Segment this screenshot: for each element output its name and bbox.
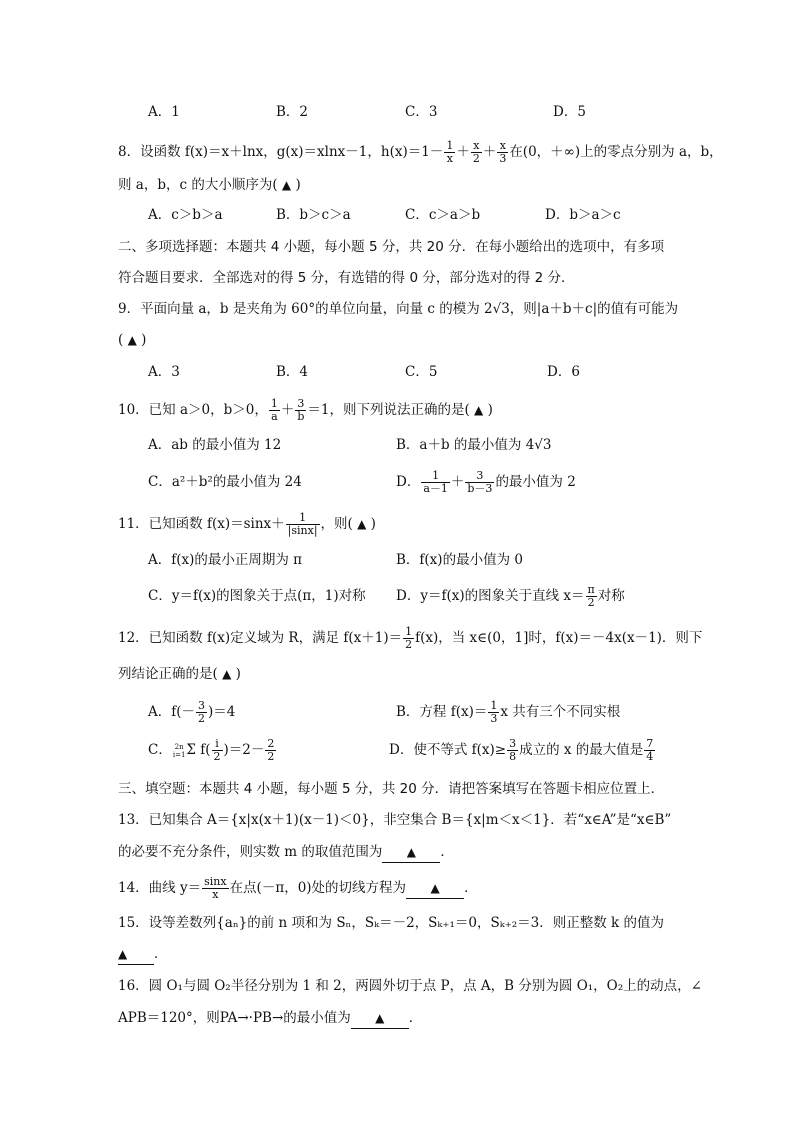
q8-plus-2: ＋ — [482, 144, 497, 160]
q12-optd-f-num: 3 — [509, 737, 517, 750]
q12-optd-text-b: 成立的 x 的最大值是 — [519, 742, 644, 758]
q12-opta-text-b: )＝4 — [208, 704, 236, 720]
q14-text-b: 在点(－π，0)处的切线方程为 — [229, 880, 407, 896]
q8-fraction-3 — [497, 140, 508, 165]
q10-f1-den: a — [271, 410, 278, 423]
q12-optc-text: )＝2－ — [223, 742, 265, 758]
q12-option-d — [389, 738, 656, 763]
q11-option-c: C．y＝f(x)的图象关于点(π，1)对称 — [148, 588, 366, 604]
q12-stem-line1 — [118, 626, 702, 651]
q8-frac3-den: 3 — [499, 152, 507, 165]
q12-close-paren: ) — [235, 666, 241, 682]
q8-text-b: 在(0，＋∞)上的零点分别为 a，b， — [509, 144, 723, 160]
q14-period: ． — [464, 880, 478, 896]
q10-optd-f2-den: b－3 — [467, 482, 493, 495]
q10-f1-num: 1 — [270, 397, 278, 410]
q12-optc-fraction-1 — [212, 738, 223, 763]
answer-marker: ▲ — [118, 947, 128, 961]
q9-open-paren: ( — [118, 332, 124, 348]
q10-stem — [118, 398, 493, 423]
q15-stem-line1: 15．设等差数列{aₙ}的前 n 项和为 Sₙ，Sₖ＝－2，Sₖ₊₁＝0，Sₖ₊₂＝3．则正整数 k 的值为 — [118, 915, 665, 931]
q10-plus: ＋ — [280, 402, 295, 418]
q15-stem-line2 — [118, 944, 168, 965]
q16-answer-blank — [351, 1008, 409, 1029]
q12-optc-f-num: i — [212, 738, 223, 751]
q11-option-d — [396, 584, 625, 609]
q13-stem-line2 — [118, 842, 454, 863]
q10-optd-text: 的最小值为 2 — [495, 474, 576, 490]
q14-answer-blank — [406, 878, 464, 899]
q11-option-a: A．f(x)的最小正周期为 π — [148, 552, 303, 568]
q10-text-a: 10．已知 a＞0，b＞0， — [118, 402, 268, 418]
q12-optd-f2-num: 7 — [646, 737, 654, 750]
q12-opta-fraction — [196, 700, 207, 725]
section-2-instructions-line2: 符合题目要求．全部选对的得 5 分，有选错的得 0 分，部分选对的得 2 分． — [118, 270, 575, 286]
q12-optc-sum: Σ f( — [186, 742, 211, 758]
q12-option-a — [148, 700, 235, 725]
q8-fraction-1 — [444, 140, 455, 165]
q7-option-c: C．3 — [405, 104, 438, 120]
q12-optd-f2-den: 4 — [646, 750, 654, 763]
answer-marker: ▲ — [222, 667, 232, 681]
q11-text-b: ，则( — [320, 516, 353, 532]
q9-close-paren: ) — [141, 332, 147, 348]
answer-marker: ▲ — [357, 517, 367, 531]
q12-optc-f2-den: 2 — [267, 750, 275, 763]
q9-stem-line2 — [118, 330, 146, 350]
q14-stem — [118, 876, 478, 901]
q12-opta-f-num: 3 — [198, 699, 206, 712]
q11-text-a: 11．已知函数 f(x)＝sinx＋ — [118, 516, 285, 532]
q11-f-den: |sinx| — [287, 524, 318, 537]
q14-f-den: x — [212, 888, 219, 901]
q16-stem-line1: 16．圆 O₁与圆 O₂半径分别为 1 和 2，两圆外切于点 P，点 A，B 分别为圆 O₁，O₂上的动点，∠ — [118, 978, 702, 994]
q12-f-num: 1 — [405, 625, 413, 638]
q11-optd-f-num: π — [587, 583, 595, 596]
q12-optc-sum-limits — [173, 743, 186, 759]
q8-frac3-num: x — [497, 140, 508, 153]
q12-text-b: f(x)，当 x∈(0，1]时，f(x)＝－4x(x－1)．则下 — [415, 630, 703, 646]
q7-option-a: A．1 — [148, 104, 180, 120]
q8-text-d: ) — [295, 177, 301, 193]
q11-f-num: 1 — [286, 512, 320, 525]
q12-optd-f-den: 8 — [509, 750, 517, 763]
section-3-instructions: 三、填空题：本题共 4 小题，每小题 5 分，共 20 分．请把答案填写在答题卡相应位置上． — [118, 781, 665, 797]
q15-answer-blank — [118, 944, 154, 965]
q10-optd-f2-num: 3 — [465, 470, 494, 483]
q12-optc-fraction-2 — [265, 738, 276, 763]
q7-option-b: B．2 — [276, 104, 309, 120]
answer-marker: ▲ — [375, 1011, 385, 1025]
q12-optb-text-b: x 共有三个不同实根 — [500, 704, 621, 720]
q9-option-a: A．3 — [148, 364, 180, 380]
q8-text-a: 8．设函数 f(x)＝x＋lnx，g(x)＝xlnx－1，h(x)＝1－ — [118, 144, 444, 160]
q8-option-d: D．b＞a＞c — [545, 207, 621, 223]
q12-stem-line2 — [118, 664, 241, 684]
q10-optd-f1-num: 1 — [421, 470, 450, 483]
q8-stem-line2 — [118, 175, 301, 195]
q14-text-a: 14．曲线 y＝ — [118, 880, 202, 896]
q12-opta-text-a: A．f(－ — [148, 704, 196, 720]
q12-option-b — [396, 700, 620, 725]
q10-fraction-2 — [295, 398, 306, 423]
q8-plus-1: ＋ — [456, 144, 470, 160]
q10-option-c: C．a²＋b²的最小值为 24 — [148, 474, 302, 490]
q10-text-b: ＝1，则下列说法正确的是( — [307, 402, 470, 418]
q12-opta-f-den: 2 — [198, 712, 206, 725]
q12-optc-f2-num: 2 — [267, 737, 275, 750]
q11-option-b: B．f(x)的最小值为 0 — [396, 552, 523, 568]
answer-marker: ▲ — [406, 845, 416, 859]
q12-optc-f-den: 2 — [213, 750, 221, 763]
q10-optd-label: D． — [396, 474, 421, 490]
q10-option-b: B．a＋b 的最小值为 4√3 — [396, 437, 552, 453]
q8-option-b: B．b＞c＞a — [276, 207, 351, 223]
q11-close-paren: ) — [370, 516, 376, 532]
q8-frac2-den: 2 — [472, 152, 480, 165]
q16-period: ． — [408, 1010, 423, 1026]
q12-optb-f-den: 3 — [490, 712, 498, 725]
q10-optd-fraction-1 — [421, 470, 450, 495]
q11-optd-fraction — [586, 584, 597, 609]
q10-optd-plus: ＋ — [450, 474, 465, 490]
q12-f-den: 2 — [405, 638, 413, 651]
q12-option-c — [148, 738, 277, 763]
q13-answer-blank — [382, 842, 440, 863]
q8-stem-line1 — [118, 140, 723, 165]
q11-optd-text-a: D．y＝f(x)的图象关于直线 x＝ — [396, 588, 585, 604]
q9-option-d: D．6 — [547, 364, 580, 380]
q16-text: APB＝120°，则PA→·PB→的最小值为 — [118, 1010, 351, 1026]
q8-option-c: C．c＞a＞b — [405, 207, 481, 223]
q11-optd-text-b: 对称 — [597, 588, 625, 604]
q9-stem-line1: 9．平面向量 a，b 是夹角为 60°的单位向量，向量 c 的模为 2√3，则|a＋b＋c|的值有可能为 — [118, 301, 679, 317]
q8-fraction-2 — [471, 140, 482, 165]
q13-text: 的必要不充分条件，则实数 m 的取值范围为 — [118, 844, 383, 860]
q10-optd-fraction-2 — [465, 470, 494, 495]
answer-marker: ▲ — [281, 178, 292, 192]
q12-optd-fraction-2 — [644, 738, 655, 763]
q12-optd-fraction-1 — [507, 738, 518, 763]
q12-optb-text-a: B．方程 f(x)＝ — [396, 704, 488, 720]
q10-option-a: A．ab 的最小值为 12 — [148, 437, 282, 453]
q8-option-a: A．c＞b＞a — [148, 207, 223, 223]
q11-optd-f-den: 2 — [587, 596, 595, 609]
q14-fraction — [202, 876, 228, 901]
q10-close-paren: ) — [487, 402, 493, 418]
q12-optc-sum-top: 2n — [174, 742, 184, 751]
q12-optc-label: C． — [148, 742, 172, 758]
q12-optd-text-a: D．使不等式 f(x)≥ — [389, 742, 507, 758]
q12-text-c: 列结论正确的是( — [118, 666, 218, 682]
section-2-instructions-line1: 二、多项选择题：本题共 4 小题，每小题 5 分，共 20 分．在每小题给出的选项中，有多项 — [118, 239, 665, 255]
q12-optb-f-num: 1 — [490, 699, 498, 712]
q10-f2-num: 3 — [295, 398, 306, 411]
q8-text-c: 则 a，b，c 的大小顺序为( — [118, 177, 278, 193]
q8-frac2-num: x — [471, 140, 482, 153]
q9-option-b: B．4 — [276, 364, 309, 380]
answer-marker: ▲ — [474, 403, 484, 417]
q12-optc-sum-bottom: i=1 — [172, 750, 186, 759]
q11-fraction — [286, 512, 320, 537]
q15-period: ． — [154, 946, 168, 962]
q12-text-a: 12．已知函数 f(x)定义域为 R，满足 f(x＋1)＝ — [118, 630, 403, 646]
answer-marker: ▲ — [127, 333, 137, 347]
q12-fraction — [403, 626, 414, 651]
q10-f2-den: b — [297, 410, 305, 423]
q9-option-c: C．5 — [405, 364, 438, 380]
q16-stem-line2 — [118, 1008, 422, 1029]
q8-frac1-den: x — [446, 152, 453, 165]
q10-option-d — [396, 470, 576, 495]
q10-fraction-1 — [269, 398, 280, 423]
q8-frac1-num: 1 — [446, 139, 454, 152]
q12-optb-fraction — [488, 700, 499, 725]
q13-period: ． — [440, 844, 454, 860]
answer-marker: ▲ — [430, 881, 440, 895]
q11-stem — [118, 512, 376, 537]
q10-optd-f1-den: a－1 — [423, 482, 448, 495]
q14-f-num: sinx — [204, 875, 227, 888]
q13-stem-line1: 13．已知集合 A＝{x|x(x＋1)(x－1)＜0}，非空集合 B＝{x|m＜x＜1}．若“x∈A”是“x∈B” — [118, 812, 672, 828]
q7-option-d: D．5 — [553, 104, 586, 120]
